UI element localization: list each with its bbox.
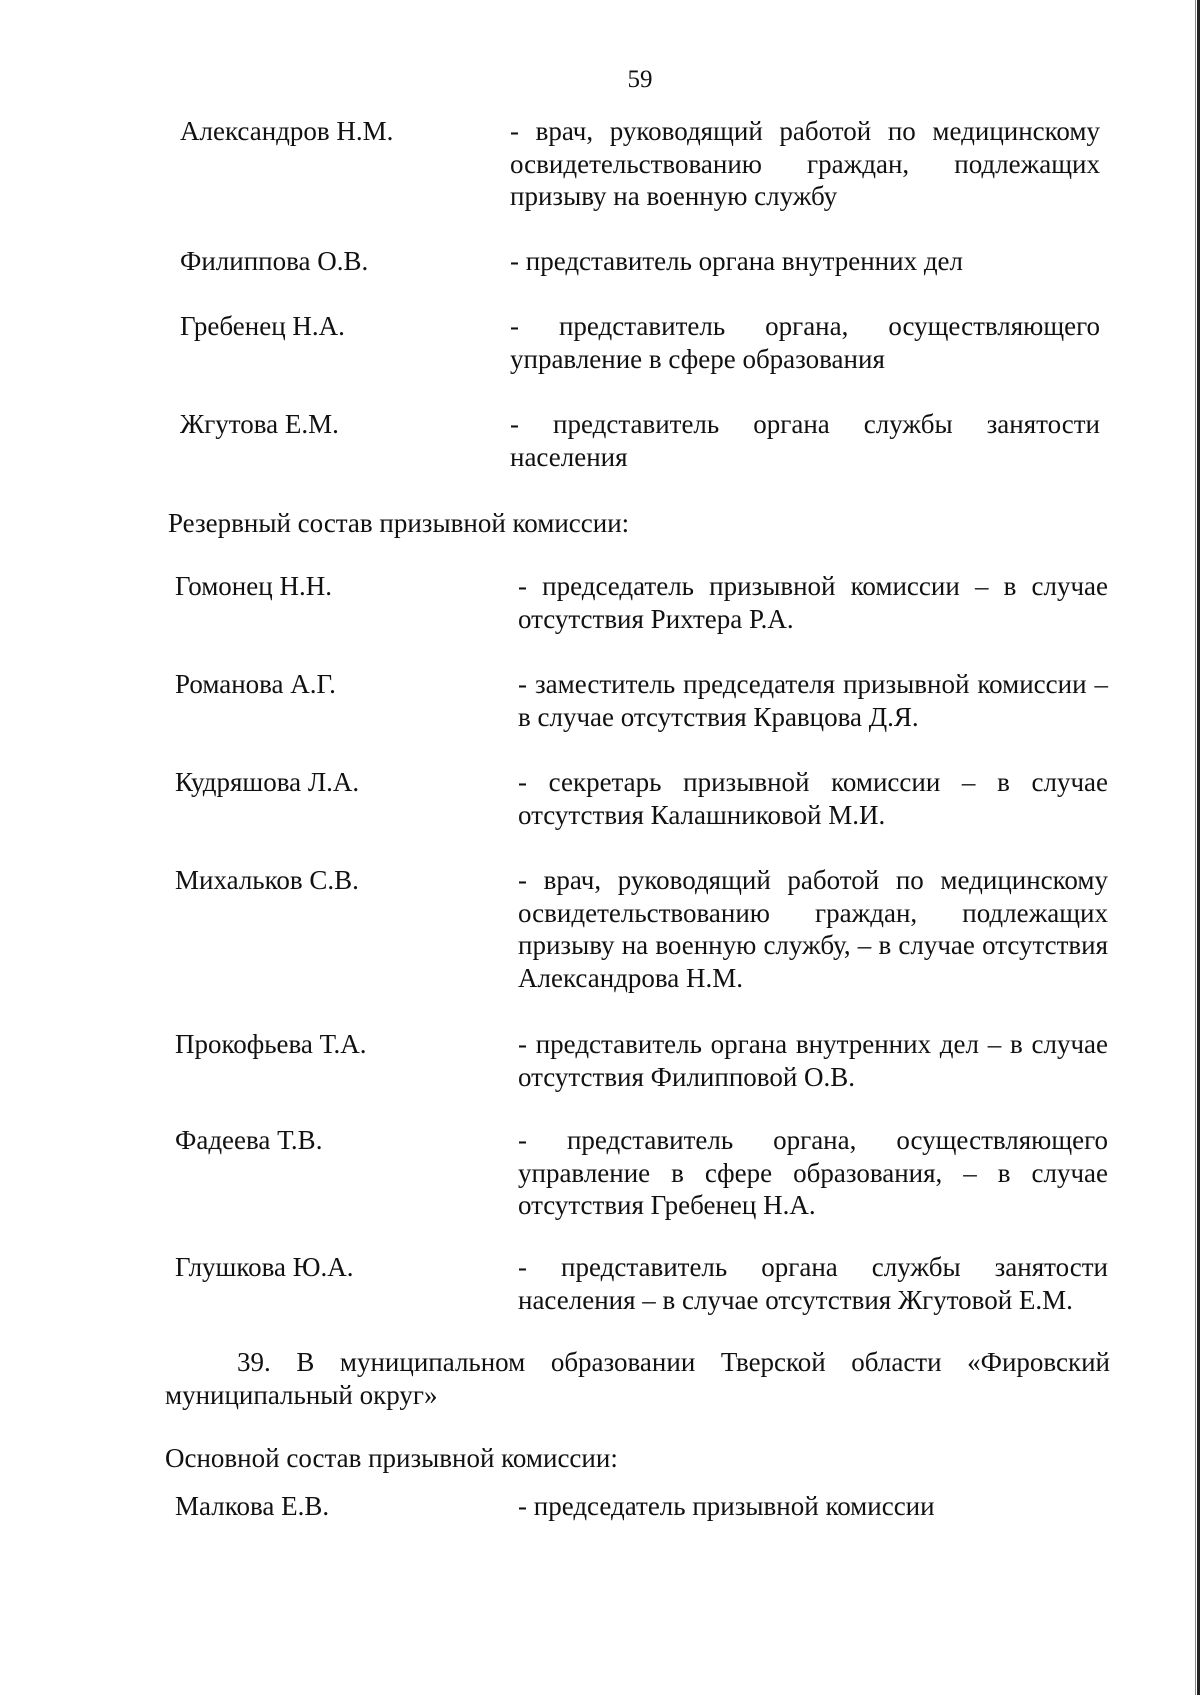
member-role: - представитель органа внутренних дел bbox=[510, 246, 964, 276]
reserve-heading: Резервный состав призывной комиссии: bbox=[168, 508, 630, 538]
scan-edge-line bbox=[1195, 0, 1196, 1695]
member-name: Филиппова О.В. bbox=[180, 246, 369, 276]
member-role: - секретарь призывной комиссии – в случае отсутствия Калашниковой М.И. bbox=[518, 767, 1108, 830]
section-39-paragraph: 39. В муниципальном образовании Тверской области «Фировский муниципальный округ» bbox=[165, 1347, 1110, 1410]
member-name: Романова А.Г. bbox=[175, 669, 336, 699]
member-name: Кудряшова Л.А. bbox=[175, 767, 360, 797]
member-role: - врач, руководящий работой по медицинскому освидетельствованию граждан, подлежащих призыву на военную службу, – в случае отсутствия Александрова Н.М. bbox=[518, 865, 1108, 993]
page-number: 59 bbox=[627, 66, 653, 93]
member-name: Жгутова Е.М. bbox=[180, 409, 339, 439]
member-role: - врач, руководящий работой по медицинскому освидетельствованию граждан, подлежащих призыву на военную службу bbox=[510, 116, 1100, 211]
member-role: - представитель органа службы занятости населения bbox=[510, 409, 1100, 472]
member-role: - заместитель председателя призывной комиссии – в случае отсутствия Кравцова Д.Я. bbox=[518, 669, 1108, 732]
member-name: Прокофьева Т.А. bbox=[175, 1029, 367, 1059]
member-name: Глушкова Ю.А. bbox=[175, 1252, 354, 1282]
member-name: Гребенец Н.А. bbox=[180, 311, 345, 341]
member-name: Гомонец Н.Н. bbox=[175, 571, 332, 601]
main-heading: Основной состав призывной комиссии: bbox=[165, 1443, 618, 1473]
member-role: - председатель призывной комиссии bbox=[518, 1491, 935, 1521]
member-role: - представитель органа, осуществляющего управление в сфере образования, – в случае отсутствия Гребенец Н.А. bbox=[518, 1125, 1108, 1220]
member-name: Михальков С.В. bbox=[175, 865, 359, 895]
member-role: - председатель призывной комиссии – в случае отсутствия Рихтера Р.А. bbox=[518, 571, 1108, 634]
member-role: - представитель органа службы занятости населения – в случае отсутствия Жгутовой Е.М. bbox=[518, 1252, 1108, 1315]
member-name: Малкова Е.В. bbox=[175, 1491, 330, 1521]
member-name: Фадеева Т.В. bbox=[175, 1125, 323, 1155]
member-role: - представитель органа внутренних дел – в случае отсутствия Филипповой О.В. bbox=[518, 1029, 1108, 1092]
member-role: - представитель органа, осуществляющего управление в сфере образования bbox=[510, 311, 1100, 374]
member-name: Александров Н.М. bbox=[180, 116, 394, 146]
